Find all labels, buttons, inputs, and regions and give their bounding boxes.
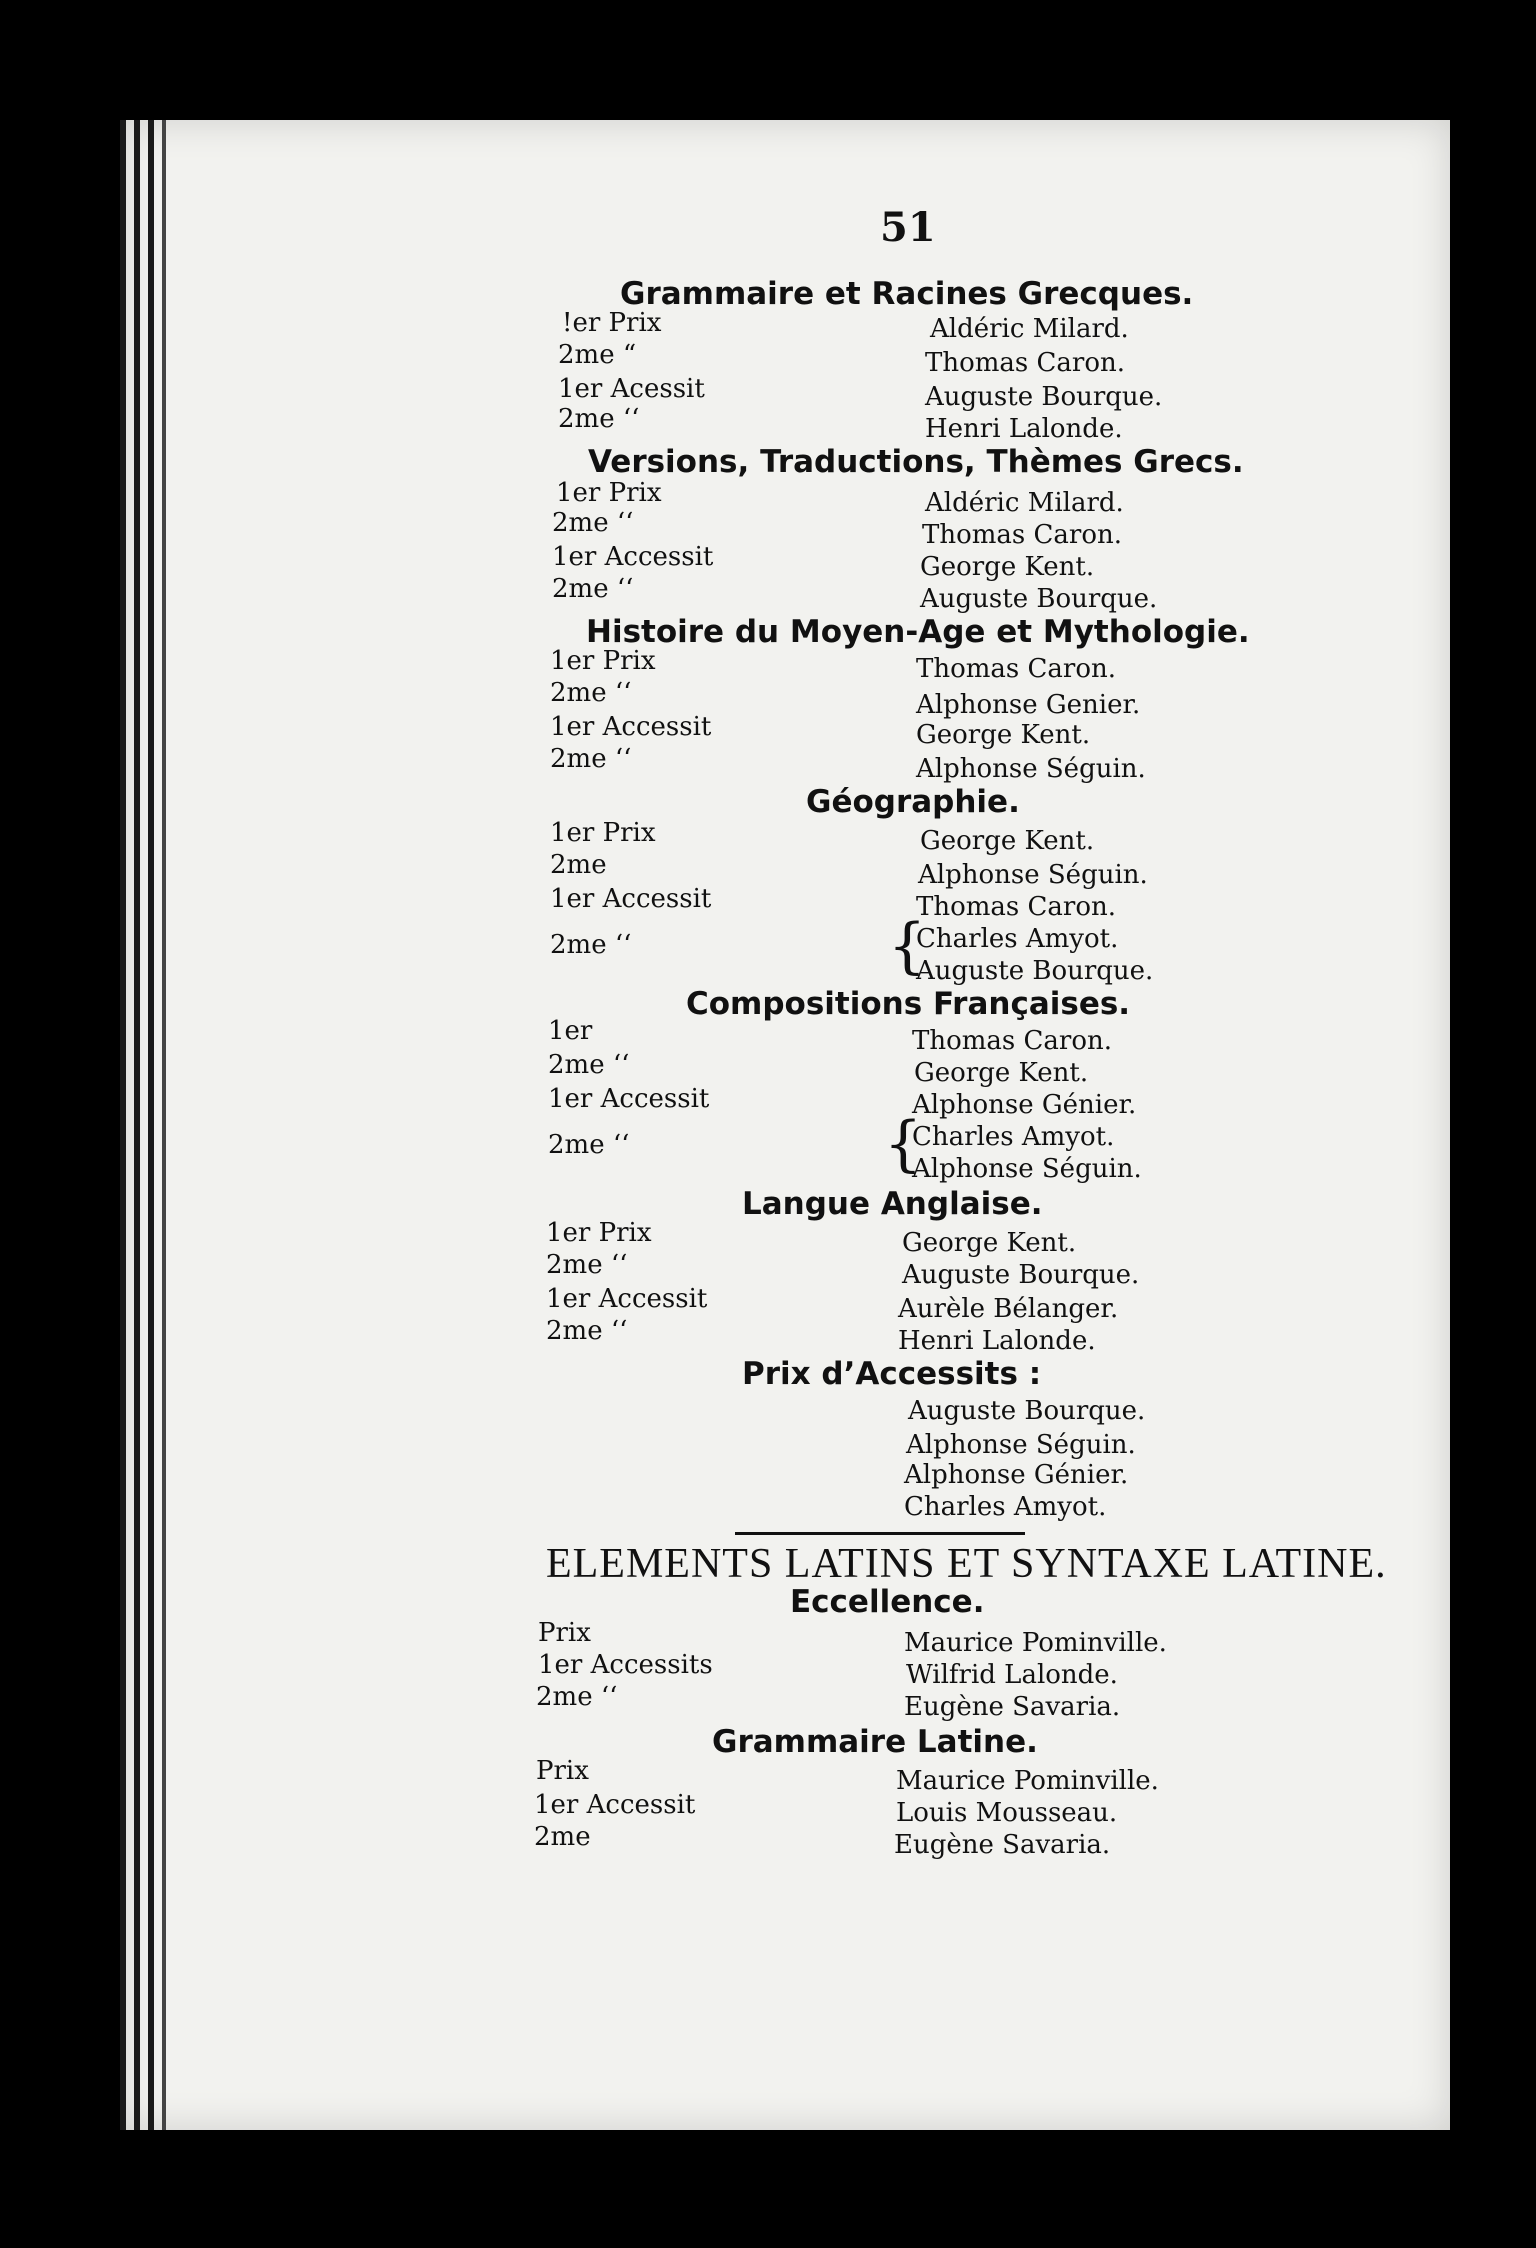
student-name: Henri Lalonde.: [898, 1326, 1096, 1356]
student-name: Auguste Bourque.: [920, 584, 1158, 614]
rank-label: 1er: [548, 1016, 593, 1046]
student-name: Thomas Caron.: [912, 1026, 1112, 1056]
student-name: Maurice Pominville.: [904, 1628, 1167, 1658]
rank-label: 2me ‘‘: [548, 1050, 630, 1080]
rank-label: 1er Accessit: [552, 542, 714, 572]
rank-label: 2me ‘‘: [552, 508, 634, 538]
section-heading: Langue Anglaise.: [742, 1186, 1043, 1222]
document-page: [120, 120, 1450, 2130]
student-name: Eugène Savaria.: [904, 1692, 1121, 1722]
section-heading: Eccellence.: [790, 1584, 985, 1620]
rank-label: !er Prix: [562, 308, 662, 338]
student-name: Thomas Caron.: [916, 892, 1116, 922]
rank-label: 1er Prix: [546, 1218, 652, 1248]
student-name: George Kent.: [920, 826, 1095, 856]
student-name: Aldéric Milard.: [925, 488, 1124, 518]
student-name: Alphonse Séguin.: [916, 754, 1146, 784]
rank-label: 1er Accessit: [534, 1790, 696, 1820]
student-name: George Kent.: [916, 720, 1091, 750]
rank-label: 2me: [550, 850, 607, 880]
student-name: Charles Amyot.: [904, 1492, 1107, 1522]
rank-label: 1er Accessits: [538, 1650, 713, 1680]
rank-label: 2me ‘‘: [548, 1130, 630, 1160]
student-name: Auguste Bourque.: [925, 382, 1163, 412]
rank-label: 1er Accessit: [550, 712, 712, 742]
rank-label: 1er Accessit: [550, 884, 712, 914]
divider-rule: [735, 1532, 1025, 1535]
scan-border: [1450, 120, 1470, 2130]
student-name: Louis Mousseau.: [896, 1798, 1118, 1828]
page-number: 51: [880, 204, 936, 251]
rank-label: 2me ‘‘: [550, 678, 632, 708]
rank-label: Prix: [536, 1756, 589, 1786]
rank-label: 2me ‘‘: [552, 574, 634, 604]
student-name: Auguste Bourque.: [908, 1396, 1146, 1426]
rank-label: 1er Prix: [550, 818, 656, 848]
rank-label: 2me ‘‘: [546, 1316, 628, 1346]
student-name: Alphonse Génier.: [904, 1460, 1129, 1490]
student-name: George Kent.: [914, 1058, 1089, 1088]
rank-label: 1er Prix: [550, 646, 656, 676]
section-heading: Histoire du Moyen-Age et Mythologie.: [586, 614, 1250, 650]
student-name: George Kent.: [920, 552, 1095, 582]
student-name: Wilfrid Lalonde.: [906, 1660, 1118, 1690]
rank-label: 2me ‘‘: [550, 744, 632, 774]
rank-label: 1er Accessit: [548, 1084, 710, 1114]
rank-label: 2me ‘‘: [536, 1682, 618, 1712]
student-name: Aldéric Milard.: [930, 314, 1129, 344]
student-name: Auguste Bourque.: [916, 956, 1154, 986]
chapter-heading: ELEMENTS LATINS ET SYNTAXE LATINE.: [546, 1541, 1387, 1587]
section-heading: Géographie.: [806, 784, 1020, 820]
student-name: Maurice Pominville.: [896, 1766, 1159, 1796]
section-heading: Compositions Françaises.: [686, 986, 1131, 1022]
section-heading: Grammaire Latine.: [712, 1724, 1038, 1760]
page-edge: [162, 120, 166, 2130]
student-name: Alphonse Séguin.: [918, 860, 1148, 890]
section-heading: Grammaire et Racines Grecques.: [620, 276, 1194, 312]
rank-label: 1er Accessit: [546, 1284, 708, 1314]
student-name: Thomas Caron.: [916, 654, 1116, 684]
student-name: Thomas Caron.: [925, 348, 1125, 378]
student-name: Aurèle Bélanger.: [898, 1294, 1119, 1324]
rank-label: 2me “: [558, 340, 637, 370]
student-name: Alphonse Séguin.: [906, 1430, 1136, 1460]
rank-label: 1er Acessit: [558, 374, 705, 404]
student-name: Eugène Savaria.: [894, 1830, 1111, 1860]
brace-symbol: {: [888, 911, 927, 981]
page-edge: [148, 120, 154, 2130]
rank-label: 2me ‘‘: [558, 404, 640, 434]
rank-label: 2me: [534, 1822, 591, 1852]
student-name: Henri Lalonde.: [925, 414, 1123, 444]
rank-label: Prix: [538, 1618, 591, 1648]
brace-symbol: {: [884, 1109, 923, 1179]
student-name: Alphonse Genier.: [916, 690, 1141, 720]
student-name: Thomas Caron.: [922, 520, 1122, 550]
student-name: George Kent.: [902, 1228, 1077, 1258]
student-name: Charles Amyot.: [916, 924, 1119, 954]
student-name: Alphonse Génier.: [912, 1090, 1137, 1120]
rank-label: 1er Prix: [556, 478, 662, 508]
rank-label: 2me ‘‘: [550, 930, 632, 960]
section-heading: Versions, Traductions, Thèmes Grecs.: [588, 444, 1244, 480]
student-name: Alphonse Séguin.: [912, 1154, 1142, 1184]
student-name: Auguste Bourque.: [902, 1260, 1140, 1290]
section-heading: Prix d’Accessits :: [742, 1356, 1042, 1392]
rank-label: 2me ‘‘: [546, 1250, 628, 1280]
student-name: Charles Amyot.: [912, 1122, 1115, 1152]
page-edge: [120, 120, 126, 2130]
page-edge: [134, 120, 140, 2130]
